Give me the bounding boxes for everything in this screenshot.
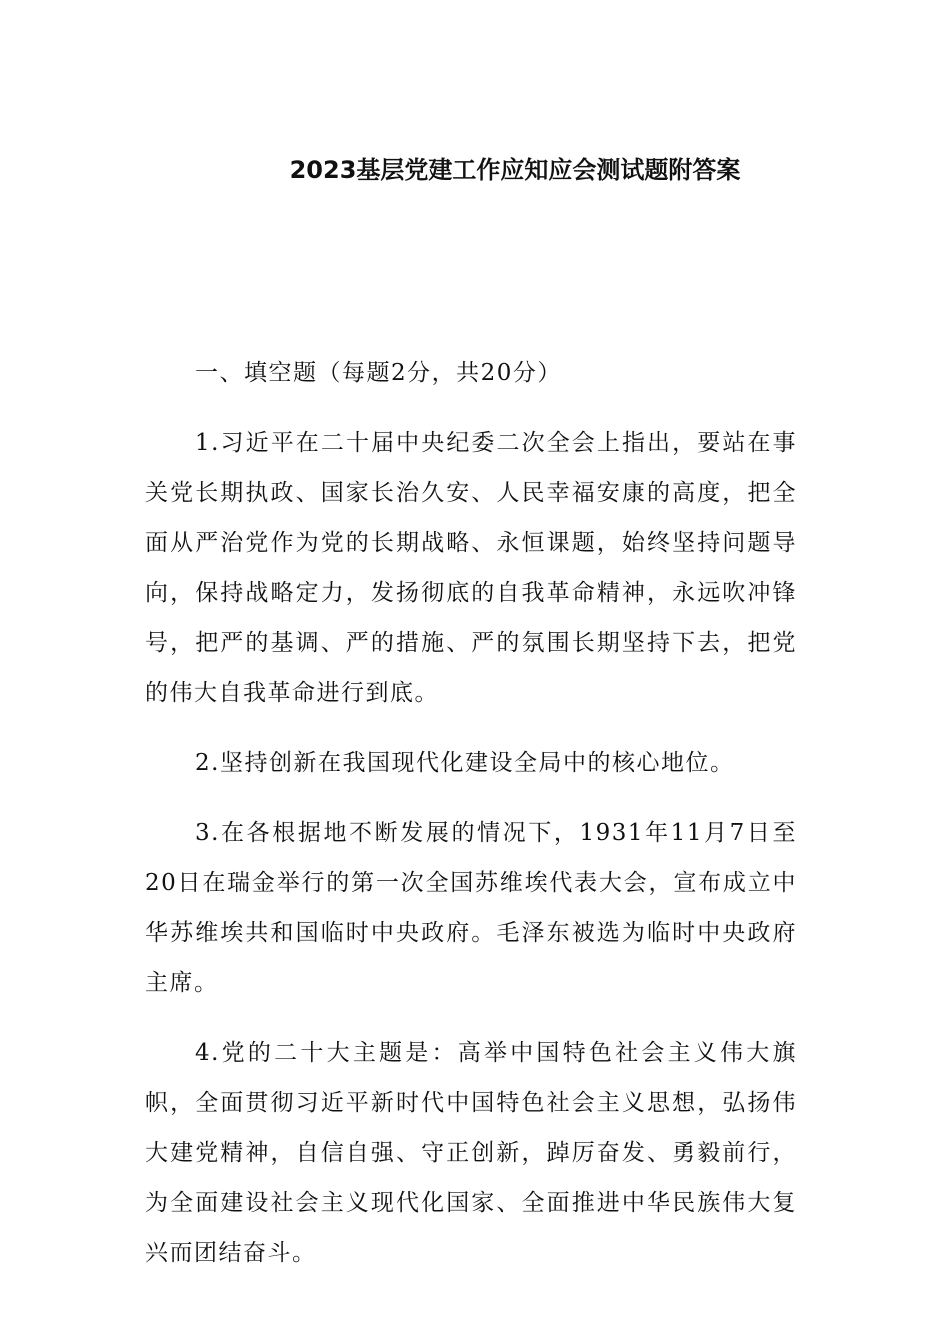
document-title: 2023基层党建工作应知应会测试题附答案 bbox=[289, 156, 741, 184]
section-heading: 一、填空题（每题2分，共20分） bbox=[195, 360, 562, 386]
question-paragraph-2: 2.坚持创新在我国现代化建设全局中的核心地位。 bbox=[195, 750, 735, 776]
question-paragraph-3: 3.在各根据地不断发展的情况下，1931年11月7日至20日在瑞金举行的第一次全国苏维埃代表大会，宣布成立中华苏维埃共和国临时中央政府。毛泽东被选为临时中央政府主席。 bbox=[145, 820, 797, 996]
document-body bbox=[145, 348, 797, 1298]
question-paragraph-1: 1.习近平在二十届中央纪委二次全会上指出，要站在事关党长期执政、国家长治久安、人民幸福安康的高度，把全面从严治党作为党的长期战略、永恒课题，始终坚持问题导向，保持战略定力，发扬彻底的自我革命精神，永远吹冲锋号，把严的基调、严的措施、严的氛围长期坚持下去，把党的伟大自我革命进行到底。 bbox=[145, 430, 797, 706]
question-paragraph-4: 4.党的二十大主题是：高举中国特色社会主义伟大旗帜，全面贯彻习近平新时代中国特色社会主义思想，弘扬伟大建党精神，自信自强、守正创新，踔厉奋发、勇毅前行，为全面建设社会主义现代化国家、全面推进中华民族伟大复兴而团结奋斗。 bbox=[145, 1040, 797, 1266]
